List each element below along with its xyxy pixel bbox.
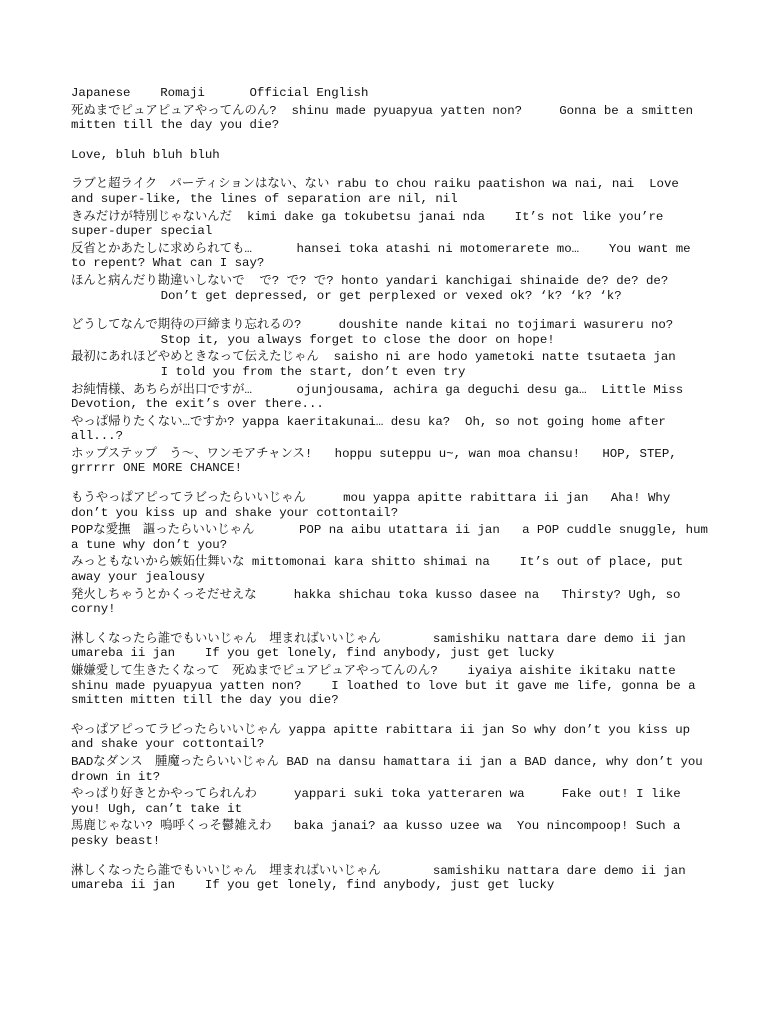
stanza-gap	[71, 708, 708, 723]
stanza	[71, 722, 711, 849]
lyric-line: ほんと病んだり勘違いしないで で? で? で? honto yandari kanchigai shinaide de? de? de? Don’t get depressed, or get perplexed or vexed ok? ‘k? ‘k? ‘k?	[71, 273, 669, 303]
lyric-line: Love, bluh bluh bluh	[71, 147, 220, 162]
lyric-line: 馬鹿じゃない? 嗚呼くっそ鬱雑えわ baka janai? aa kusso uzee wa You nincompoop! Such a pesky beast!	[71, 819, 688, 848]
lyric-line: 嫌嫌愛して生きたくなって 死ぬまでピュアピュアやってんのん? iyaiya aishite ikitaku natte shinu made pyuapyua yatten non? I loathed to love but it gave me life, gonna be a smitten mitten till the day you die?	[71, 664, 704, 708]
lyric-line: 反省とかあたしに求められても… hansei toka atashi ni motomerarete mo… You want me to repent? What can I say?	[71, 241, 699, 271]
stanza-gap	[71, 849, 708, 864]
lyric-line: BADなダンス 腫魔ったらいいじゃん BAD na dansu hamattara ii jan a BAD dance, why don’t you drown in it?	[71, 754, 711, 784]
stanza	[71, 318, 708, 476]
lyric-line: ホップステップ う〜、ワンモアチャンス! hoppu suteppu u~, wan moa chansu! HOP, STEP, grrrrr ONE MORE CHANCE!	[71, 446, 685, 476]
lyric-line: 発火しちゃうとかくっそだせえな hakka shichau toka kusso dasee na Thirsty? Ugh, so corny!	[71, 587, 688, 617]
lyric-line: もうやっぱアピってラビったらいいじゃん mou yappa apitte rabittara ii jan Aha! Why don’t you kiss up and shake your cottontail?	[71, 491, 678, 520]
stanza	[71, 177, 708, 303]
lyric-line: やっぱり好きとかやってられんわ yappari suki toka yatteraren wa Fake out! I like you! Ugh, can’t take it	[71, 787, 689, 816]
lyric-line: やっぱ帰りたくない…ですか? yappa kaeritakunai… desu ka? Oh, so not going home after all...?	[71, 414, 674, 444]
stanza	[71, 491, 716, 617]
stanza-gap	[71, 476, 708, 491]
stanza-gap	[71, 133, 708, 148]
stanza	[71, 104, 708, 133]
column-header: Japanese Romaji Official English	[71, 86, 369, 100]
stanza-gap	[71, 162, 708, 177]
lyric-line: やっぱアピってラビったらいいじゃん yappa apitte rabittara ii jan So why don’t you kiss up and shake your cottontail?	[71, 722, 698, 752]
stanza	[71, 632, 708, 708]
stanza	[71, 864, 708, 893]
stanza-gap	[71, 303, 708, 318]
lyrics-body	[71, 103, 716, 893]
lyric-line: お純情様、あちらが出口ですが… ojunjousama, achira ga deguchi desu ga… Little Miss Devotion, the exit’s over there...	[71, 382, 691, 412]
stanza-gap	[71, 617, 708, 632]
lyric-line: みっともないから嫉妬仕舞いな mittomonai kara shitto shimai na It’s out of place, put away your jealousy	[71, 555, 691, 585]
lyric-line: どうしてなんで期待の戸締まり忘れるの? doushite nande kitai no tojimari wasureru no? Stop it, you always forget to close the door on hope!	[71, 318, 674, 347]
lyric-line: 死ぬまでピュアピュアやってんのん? shinu made pyuapyua yatten non? Gonna be a smitten mitten till the day you die?	[71, 103, 701, 133]
lyric-line: 最初にあれほどやめときなって伝えたじゃん saisho ni are hodo yametoki natte tsutaeta jan I told you from the start, don’t even try	[71, 350, 676, 379]
lyric-line: ラブと超ライク パーティションはない、ない rabu to chou raiku paatishon wa nai, nai Love and super-like, the lines of separation are nil, nil	[71, 177, 687, 206]
lyric-line: きみだけが特別じゃないんだ kimi dake ga tokubetsu janai nda It’s not like you’re super-duper special	[71, 209, 671, 239]
lyric-line: POPな愛撫 謳ったらいいじゃん POP na aibu utattara ii jan a POP cuddle snuggle, hum a tune why don’t you?	[71, 523, 716, 552]
lyric-line: 淋しくなったら誰でもいいじゃん 埋まればいいじゃん samishiku nattara dare demo ii jan umareba ii jan If you get lonely, find anybody, just get lucky	[71, 863, 694, 893]
lyric-line: 淋しくなったら誰でもいいじゃん 埋まればいいじゃん samishiku nattara dare demo ii jan umareba ii jan If you get lonely, find anybody, just get lucky	[71, 631, 694, 661]
stanza	[71, 148, 708, 163]
